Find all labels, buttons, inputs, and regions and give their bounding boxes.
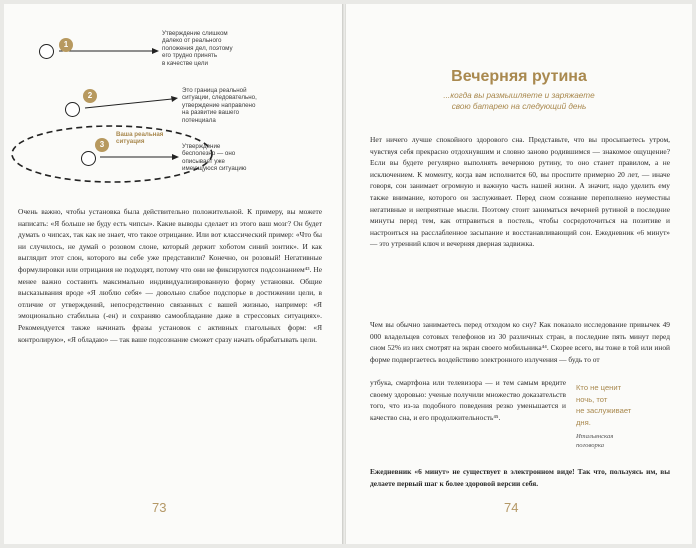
marker-1: 1 [59, 38, 73, 52]
right-para-1: Нет ничего лучше спокойного здорового сна. Представьте, что вы просыпаетесь утром, чувствуя себя прекрасно отдохнувшим и словно заново родившимся — знакомое ощущение? Если вы будете регулярно выполнять вечернюю рутину, то оно станет правилом, а не исключением. К моменту, когда вам исполнится 60, вы проспите примерно 20 лет, — иначе говоря, сон занимает огромную и важную часть нашей жизни. А значит, надо уделить ему также внимание, которого он заслуживает. Перед сном сознание переполнено неуместны негативные и неприятные мысли. Поэтому стоит заниматься вечерней рутиной в последние минуты перед тем, как отправиться в постель, чтобы сосредоточиться на позитиве и настроиться на расслабленное засыпание и восстанавливающий сон. Ежедневник «6 минут» — это утренний ключ и вечерняя дверная задвижка. [370, 135, 670, 249]
reality-label: Ваша реальная ситуация [116, 131, 164, 146]
page-number-left: 73 [152, 500, 167, 515]
section-subtitle: ...когда вы размышляете и заряжаете свою батарею на следующий день [443, 91, 595, 111]
marker-2: 2 [83, 89, 97, 103]
section-title: Вечерняя рутина [451, 68, 587, 85]
bold-note: Ежедневник «6 минут» не существует в электронном виде! Так что, пользуясь им, вы делаете первый шаг к более здоровой версии себя. [370, 467, 670, 488]
right-page [346, 4, 692, 544]
side-quote-source: Итальянская поговорка [576, 433, 614, 449]
diagram-label-3: Утверждение бесполезно — оно описывает уже имеющуюся ситуацию [182, 143, 247, 173]
face-sad-icon [39, 44, 54, 59]
marker-3: 3 [95, 138, 109, 152]
diagram-label-1: Утверждение слишком далеко от реального положения дел, поэтому его трудно принять в качестве цели [162, 30, 233, 67]
arrow-line-2 [85, 99, 172, 108]
arrowhead-1 [152, 48, 159, 54]
arrowhead-3 [172, 154, 179, 160]
arrowhead-2 [171, 96, 178, 102]
side-quote: Кто не ценит ночь, тот не заслуживает дня. [576, 383, 632, 427]
right-para-2-narrow: утбука, смартфона или телевизора — и тем самым вредите своему здоровью: ученые получили множество доказательств того, что из-за подобного поведения резко уменьшается и качество сна, и его продолжительность⁴⁵. [370, 378, 566, 422]
left-body-text: Очень важно, чтобы установка была действительно положительной. К примеру, вы можете написать: «Я больше не буду есть чипсы». Какие выводы сделает из этого ваш мозг? Он будет думать о чипсах, так как не знает, что такое отрицание. Или вот классический пример: «Что бы ни случилось, не думай о розовом слоне, который держит хоботом синий зонтик». И как выглядит этот слон, которого вы себе уже представили? Конечно, он розовый! Негативные формулировки или отрицания не подходят, потому что они не фиксируются подсознанием⁴³. Не менее важно составить максимально индивидуализированную форму установки. Общие высказывания вроде «Я люблю себя» — довольно слабое подспорье в достижении цели, в отличие от утверждений, непосредственно связанных с вашей жизнью, например: «Я эмоционально стабильна (-ен) и сохраняю самообладание даже в стрессовых ситуациях». Рекомендуется также начинать фразы установок с активных глагольных форм: «Я контролирую», «Я обладаю» — так ваше подсознание сможет сразу начать обрабатывать цели. [18, 207, 322, 344]
right-para-2-full: Чем вы обычно занимаетесь перед отходом ко сну? Как показало исследование привычек 49 000 владельцев сотовых телефонов из 30 различных стран, в последние пять минут перед сном 52% из них смотрят на экран своего мобильника⁴⁴. Скорее всего, вы тоже в той или иной форме подвергаетесь воздействию электронного излучения — будь то от [370, 320, 670, 364]
face-neutral-icon [81, 151, 96, 166]
page-number-right: 74 [504, 500, 519, 515]
left-page [4, 4, 342, 544]
face-happy-icon [65, 102, 80, 117]
diagram-label-2: Это граница реальной ситуации, следовательно, утверждение направлено на развитие вашего потенциала [182, 87, 257, 124]
